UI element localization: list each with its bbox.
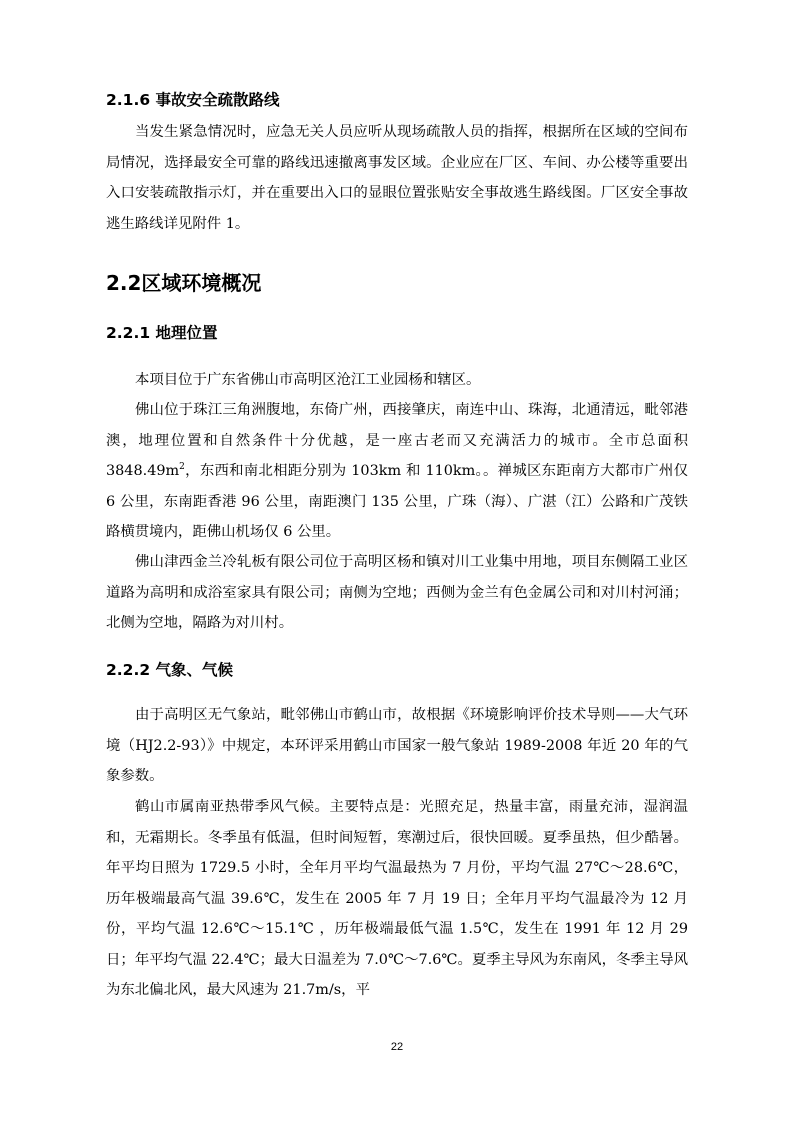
heading-2-2: 2.2区域环境概况 <box>106 271 262 295</box>
heading-2-2-2: 2.2.2 气象、气候 <box>106 661 234 679</box>
superscript-2: 2 <box>179 462 185 473</box>
paragraph-foshan-text-a: 佛山位于珠江三角洲腹地，东倚广州，西接肇庆，南连中山、珠海，北通清远，毗邻港澳，地理位置和自然条件十分优越，是一座古老而又充满活力的城市。全市总面积 3848.49m <box>106 402 688 479</box>
paragraph-climate <box>106 792 688 1006</box>
paragraph-weather-source-text: 由于高明区无气象站，毗邻佛山市鹤山市，故根据《环境影响评价技术导则——大气环境（HJ2.2-93）》中规定，本环评采用鹤山市国家一般气象站 1989-2008 年近 20 年的气象参数。 <box>106 707 688 784</box>
paragraph-foshan <box>106 395 688 548</box>
paragraph-location-intro <box>106 365 688 396</box>
heading-2-1-6: 2.1.6 事故安全疏散路线 <box>106 91 280 109</box>
paragraph-climate-text: 鹤山市属南亚热带季风气候。主要特点是：光照充足，热量丰富，雨量充沛，湿润温和，无霜期长。冬季虽有低温，但时间短暂，寒潮过后，很快回暖。夏季虽热，但少酷暑。年平均日照为 1729.5 小时，全年月平均气温最热为 7 月份，平均气温 27℃～28.6℃，历年极端最高气温 39.6℃，发生在 2005 年 7 月 19 日；全年月平均气温最冷为 12 月份，平均气温 12.6℃～15.1℃ ，历年极端最低气温 1.5℃，发生在 1991 年 12 月 29 日；年平均气温 22.4℃；最大日温差为 7.0℃～7.6℃。夏季主导风为东南风，冬季主导风为东北偏北风，最大风速为 21.7m/s，平 <box>106 799 688 998</box>
paragraph-weather-source <box>106 700 688 792</box>
page-number: 22 <box>390 1041 404 1053</box>
paragraph-foshan-text-b: ，东西和南北相距分别为 103km 和 110km。。禅城区东距南方大都市广州仅 6 公里，东南距香港 96 公里，南距澳门 135 公里，广珠（海）、广湛（江）公路和广茂铁路横贯境内，距佛山机场仅 6 公里。 <box>106 463 688 540</box>
paragraph-company-location <box>106 547 688 639</box>
heading-2-2-1: 2.2.1 地理位置 <box>106 324 218 342</box>
paragraph-evacuation <box>106 117 688 239</box>
paragraph-company-location-text: 佛山津西金兰冷轧板有限公司位于高明区杨和镇对川工业集中用地，项目东侧隔工业区道路为高明和成浴室家具有限公司；南侧为空地；西侧为金兰有色金属公司和对川村河涌；北侧为空地，隔路为对川村。 <box>106 554 688 631</box>
paragraph-location-intro-text: 本项目位于广东省佛山市高明区沧江工业园杨和辖区。 <box>135 372 481 388</box>
paragraph-evacuation-text: 当发生紧急情况时，应急无关人员应听从现场疏散人员的指挥，根据所在区域的空间布局情况，选择最安全可靠的路线迅速撤离事发区域。企业应在厂区、车间、办公楼等重要出入口安装疏散指示灯，并在重要出入口的显眼位置张贴安全事故逃生路线图。厂区安全事故逃生路线详见附件 1。 <box>106 124 688 232</box>
